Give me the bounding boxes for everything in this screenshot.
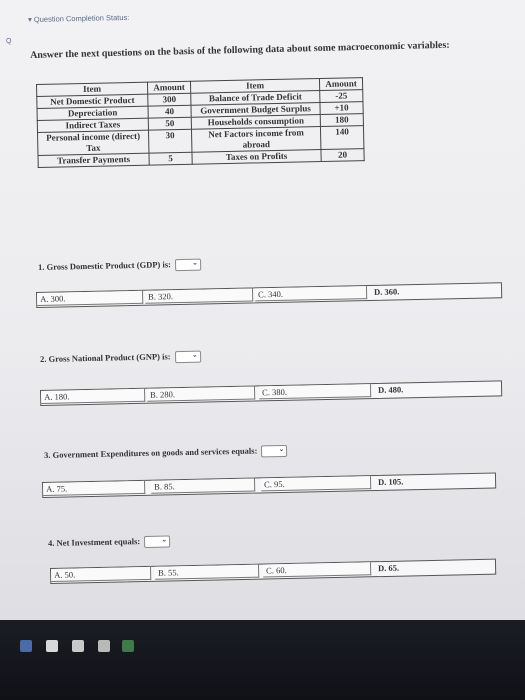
table-cell: Indirect Taxes: [37, 118, 148, 132]
option-a[interactable]: A. 50.: [51, 567, 151, 582]
chevron-icon: ▾: [27, 14, 32, 25]
question-1-options: [36, 282, 502, 308]
question-2-answer-dropdown[interactable]: [175, 351, 201, 364]
app-icon[interactable]: [20, 640, 32, 652]
check-icon[interactable]: [72, 640, 84, 652]
table-cell: 5: [149, 152, 192, 165]
table-header-cell: Amount: [147, 81, 190, 94]
option-c[interactable]: C. 380.: [259, 384, 371, 399]
table-cell: 20: [321, 149, 364, 162]
option-c[interactable]: C. 60.: [263, 562, 371, 577]
option-a[interactable]: A. 300.: [37, 291, 143, 306]
table-cell: 140: [320, 126, 363, 150]
check-icon[interactable]: [98, 640, 110, 652]
taskbar-area: [0, 620, 525, 700]
option-b[interactable]: B. 320.: [145, 288, 253, 303]
table-cell: Households consumption: [191, 115, 320, 130]
table-cell: Government Budget Surplus: [191, 103, 320, 118]
chevron-down-icon: ⌄: [161, 535, 168, 544]
table-cell: Net Factors income from abroad: [191, 127, 320, 153]
question-2-text: 2. Gross National Product (GNP) is: ⌄: [40, 351, 201, 366]
table-header-cell: Item: [190, 79, 319, 94]
option-b[interactable]: B. 280.: [147, 386, 255, 401]
table-header-cell: Item: [37, 82, 148, 96]
question-marker-icon: Q: [6, 38, 12, 45]
question-4-options: [50, 559, 496, 584]
option-b[interactable]: B. 85.: [151, 479, 255, 494]
option-a[interactable]: A. 75.: [43, 481, 145, 496]
option-c[interactable]: C. 340.: [255, 286, 367, 301]
table-cell: +10: [320, 102, 363, 115]
table-cell: -25: [320, 90, 363, 103]
option-d[interactable]: D. 65.: [377, 562, 400, 574]
question-1-text: 1. Gross Domestic Product (GDP) is: ⌄: [38, 259, 201, 274]
table-cell: 40: [148, 105, 191, 118]
table-header-cell: Amount: [319, 78, 362, 91]
app-icon[interactable]: [122, 640, 134, 652]
table-cell: Transfer Payments: [38, 153, 149, 167]
option-c[interactable]: C. 95.: [261, 476, 371, 491]
table-cell: Balance of Trade Deficit: [191, 91, 320, 106]
table-cell: 180: [320, 114, 363, 127]
question-4-answer-dropdown[interactable]: [144, 535, 170, 548]
question-4-text: 4. Net Investment equals: ⌄: [48, 535, 170, 550]
table-cell: Net Domestic Product: [37, 94, 148, 108]
table-cell: Taxes on Profits: [192, 150, 321, 165]
table-cell: 300: [148, 93, 191, 106]
chevron-down-icon: ⌄: [192, 258, 199, 267]
option-d[interactable]: D. 360.: [373, 286, 400, 297]
check-icon[interactable]: [46, 640, 58, 652]
option-d[interactable]: D. 480.: [377, 384, 404, 395]
question-1-answer-dropdown[interactable]: [175, 259, 201, 272]
table-cell: Personal income (direct) Tax: [38, 130, 149, 155]
chevron-down-icon: ⌄: [191, 350, 198, 359]
macro-data-table: [36, 77, 365, 168]
option-b[interactable]: B. 55.: [155, 565, 259, 580]
table-cell: 30: [148, 129, 191, 153]
chevron-down-icon: ⌄: [278, 445, 285, 454]
question-3-text: 3. Government Expenditures on goods and services equals: ⌄: [44, 445, 288, 462]
table-cell: 50: [148, 117, 191, 130]
option-d[interactable]: D. 105.: [377, 476, 404, 487]
option-a[interactable]: A. 180.: [41, 389, 145, 404]
question-2-options: [40, 380, 502, 406]
table-cell: Depreciation: [37, 106, 148, 120]
question-3-answer-dropdown[interactable]: [261, 445, 287, 458]
question-completion-status[interactable]: ▾ Question Completion Status:: [27, 12, 130, 25]
intro-text: Answer the next questions on the basis of the following data about some macroeconomic variables:: [30, 39, 450, 61]
question-3-options: [42, 472, 496, 498]
